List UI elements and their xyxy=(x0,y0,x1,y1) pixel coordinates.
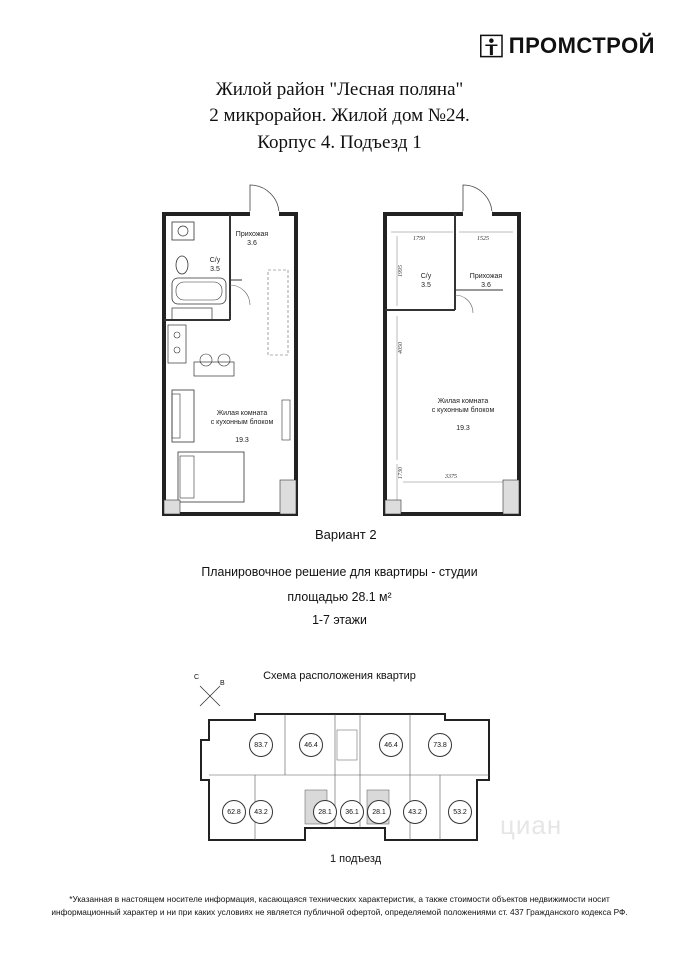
brand-name: ПРОМСТРОЙ xyxy=(508,33,655,58)
room-bathroom-name: С/у xyxy=(209,257,221,264)
disclaimer xyxy=(20,893,659,919)
apartment-area-badge: 46.4 xyxy=(379,733,403,757)
apartment-area-badge: 73.8 xyxy=(428,733,452,757)
room-bathroom-label xyxy=(195,256,235,274)
title-line-1: Жилой район "Лесная поляна" xyxy=(215,79,464,100)
room-hallway-area: 3.6 xyxy=(481,282,491,289)
dimension-label: 3375 xyxy=(445,474,457,480)
title-line-2: 2 микрорайон. Жилой дом №24. xyxy=(209,105,470,126)
apartment-area-badge: 46.4 xyxy=(299,733,323,757)
room-bathroom-area: 3.5 xyxy=(210,266,220,273)
apartment-area-badge: 28.1 xyxy=(313,800,337,824)
room-hallway-name: Прихожая xyxy=(235,231,269,238)
watermark: циан xyxy=(500,810,563,840)
room-bathroom-label xyxy=(411,272,441,290)
room-hallway-label xyxy=(461,272,511,290)
room-living-area: 19.3 xyxy=(456,425,470,432)
description-line-3: 1-7 этажи xyxy=(312,612,367,627)
apartment-area-badge: 43.2 xyxy=(403,800,427,824)
dimension-label: 1750 xyxy=(413,236,425,242)
building-schema xyxy=(195,700,495,845)
dimension-label: 1730 xyxy=(398,467,404,479)
title-line-3: Корпус 4. Подъезд 1 xyxy=(257,132,422,153)
apartment-area-badge: 36.1 xyxy=(340,800,364,824)
compass-east-label: В xyxy=(220,680,225,687)
room-hallway-area: 3.6 xyxy=(247,240,257,247)
room-living-name: Жилая комната с кухонным блоком xyxy=(431,398,495,414)
room-living-name: Жилая комната с кухонным блоком xyxy=(210,410,274,426)
disclaimer-line-2: информационный характер и ни при каких условиях не является публичной офертой, определяемой положениями ст. 437 Гражданского кодекса РФ. xyxy=(51,907,628,917)
floor-plan-furnished xyxy=(150,180,310,525)
apartment-area-badge: 28.1 xyxy=(367,800,391,824)
schema-title: Схема расположения квартир xyxy=(263,670,416,682)
apartment-area-badge: 43.2 xyxy=(249,800,273,824)
room-living-label xyxy=(202,400,282,454)
building-schema-drawing xyxy=(195,700,495,845)
dimension-label: 4050 xyxy=(398,342,404,354)
compass-north-label: С xyxy=(194,674,200,681)
room-living-label xyxy=(413,388,513,442)
room-hallway-label xyxy=(222,230,282,248)
disclaimer-line-1: *Указанная в настоящем носителе информация, касающаяся технических характеристик, а также стоимости объектов недвижимости носит xyxy=(69,894,610,904)
apartment-area-badge: 53.2 xyxy=(448,800,472,824)
floor-plan-dimensioned xyxy=(373,180,533,525)
room-bathroom-area: 3.5 xyxy=(421,282,431,289)
room-hallway-name: Прихожая xyxy=(469,273,503,280)
tree-figure-logo-icon xyxy=(480,31,503,61)
room-living-area: 19.3 xyxy=(235,437,249,444)
description-line-2: площадью 28.1 м² xyxy=(287,589,392,604)
entrance-label: 1 подъезд xyxy=(330,853,382,865)
variant-label: Вариант 2 xyxy=(315,527,377,542)
dimension-label: 1525 xyxy=(477,236,489,242)
description-line-1: Планировочное решение для квартиры - студии xyxy=(201,564,478,579)
dimension-label: 1995 xyxy=(398,265,404,277)
apartment-area-badge: 83.7 xyxy=(249,733,273,757)
apartment-area-badge: 62.8 xyxy=(222,800,246,824)
room-bathroom-name: С/у xyxy=(420,273,432,280)
brand-logo xyxy=(480,26,655,66)
